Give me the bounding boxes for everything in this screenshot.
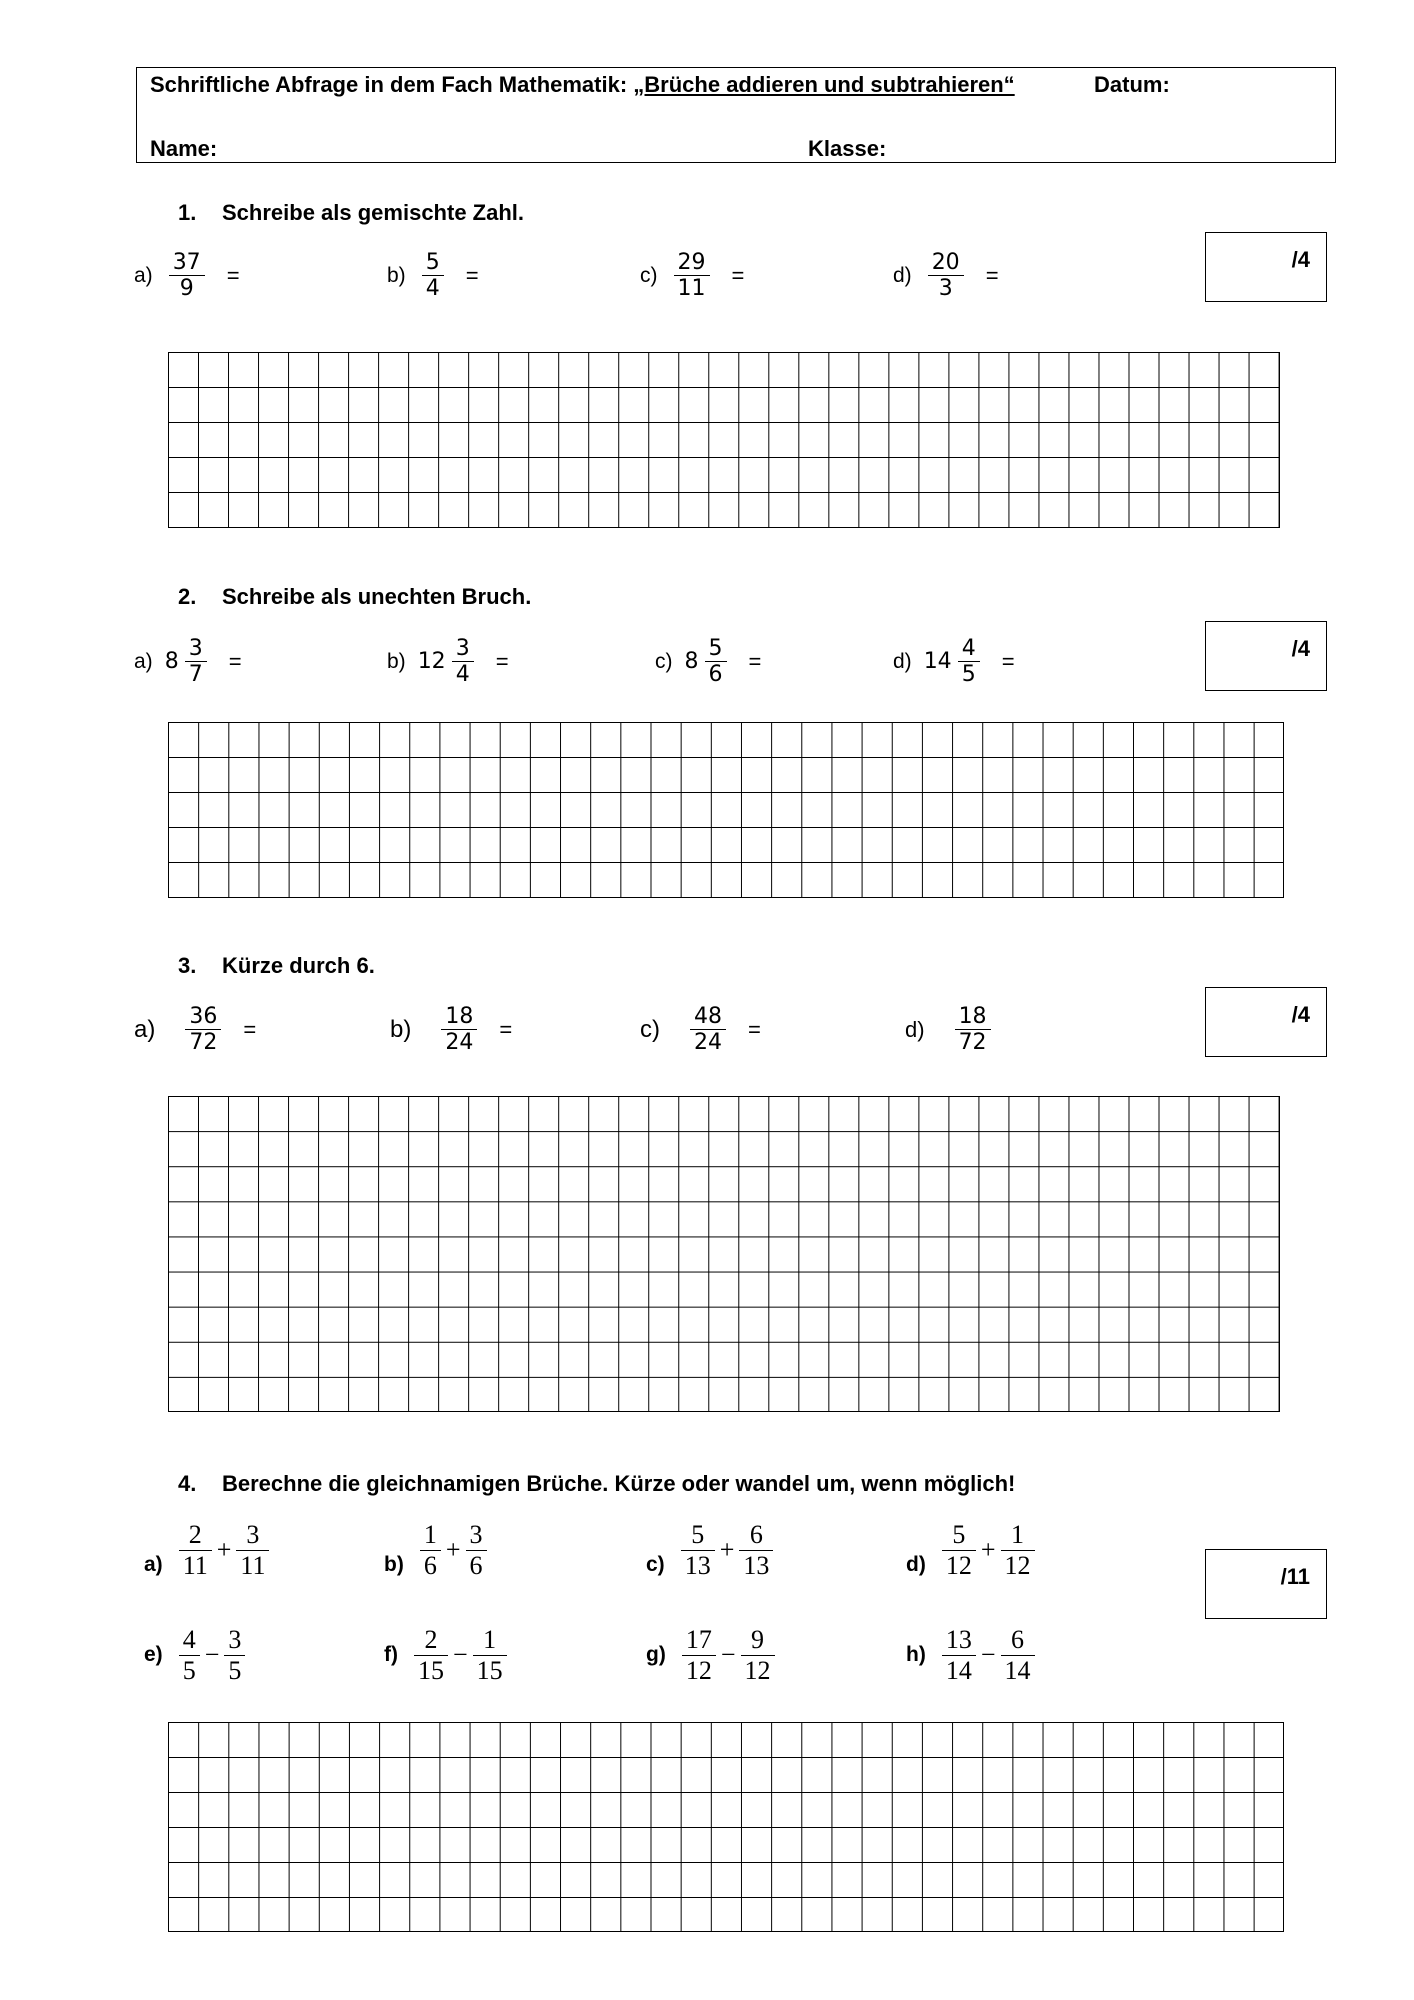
fraction: $\frac{1}{12}$ — [1001, 1520, 1035, 1581]
fraction: $\frac{29}{11}$ — [674, 250, 710, 302]
title-topic: „Brüche addieren und subtrahieren“ — [633, 72, 1015, 97]
task-1-item-b: b) $\frac{5}{4}$ = — [387, 250, 479, 302]
task-2-item-c: c) 8 $\frac{5}{6}$ = — [655, 636, 762, 688]
fraction: $\frac{3}{4}$ — [452, 636, 474, 688]
fraction: $\frac{1}{15}$ — [473, 1625, 507, 1686]
task-3-item-b: b) $\frac{18}{24}$ = — [390, 1004, 513, 1056]
fraction: $\frac{1}{6}$ — [420, 1520, 441, 1581]
task-3-item-a: a) $\frac{36}{72}$ = — [134, 1004, 257, 1056]
task-1-item-d: d) $\frac{20}{3}$ = — [893, 250, 999, 302]
fraction: $\frac{2}{11}$ — [179, 1520, 212, 1581]
fraction: $\frac{5}{4}$ — [422, 250, 444, 302]
header-title — [150, 72, 1015, 98]
task-2-item-a: a) 8 $\frac{3}{7}$ = — [134, 636, 242, 688]
task-3-item-d: d) $\frac{18}{72}$ — [905, 1004, 1013, 1056]
task-1-item-a: a) $\frac{37}{9}$ = — [134, 250, 240, 302]
task-4-score-box: /11 — [1205, 1549, 1327, 1619]
datum-label: Datum: — [1094, 72, 1170, 97]
task-1-title: 1. Schreibe als gemischte Zahl. — [178, 200, 525, 225]
task-3-score-box: /4 — [1205, 987, 1327, 1057]
fraction: $\frac{4}{5}$ — [958, 636, 980, 688]
fraction: $\frac{6}{14}$ — [1001, 1625, 1035, 1686]
task-4-item-a: a) $\frac{2}{11}$ + $\frac{3}{11}$ — [144, 1520, 273, 1581]
title-prefix: Schriftliche Abfrage in dem Fach Mathematik: — [150, 72, 634, 97]
fraction: $\frac{18}{24}$ — [441, 1004, 477, 1056]
fraction: $\frac{5}{6}$ — [705, 636, 727, 688]
fraction: $\frac{5}{13}$ — [681, 1520, 715, 1581]
fraction: $\frac{6}{13}$ — [739, 1520, 773, 1581]
task-2-item-b: b) 12 $\frac{3}{4}$ = — [387, 636, 509, 688]
task-2-score-box: /4 — [1205, 621, 1327, 691]
fraction: $\frac{36}{72}$ — [185, 1004, 221, 1056]
task-4-item-g: g) $\frac{17}{12}$ − $\frac{9}{12}$ — [646, 1625, 779, 1686]
fraction: $\frac{3}{7}$ — [185, 636, 207, 688]
task-4-answer-grid[interactable] — [168, 1722, 1284, 1932]
task-2-item-d: d) 14 $\frac{4}{5}$ = — [893, 636, 1015, 688]
task-4-title: 4. Berechne die gleichnamigen Brüche. Kürze oder wandel um, wenn möglich! — [178, 1471, 1016, 1496]
task-4-item-e: e) $\frac{4}{5}$ − $\frac{3}{5}$ — [144, 1625, 249, 1686]
task-4-item-d: d) $\frac{5}{12}$ + $\frac{1}{12}$ — [906, 1520, 1039, 1581]
task-4-item-f: f) $\frac{2}{15}$ − $\frac{1}{15}$ — [384, 1625, 511, 1686]
task-1-item-c: c) $\frac{29}{11}$ = — [640, 250, 745, 302]
fraction: $\frac{3}{6}$ — [466, 1520, 487, 1581]
fraction: $\frac{4}{5}$ — [179, 1625, 200, 1686]
task-3-title: 3. Kürze durch 6. — [178, 953, 375, 978]
fraction: $\frac{3}{11}$ — [236, 1520, 269, 1581]
fraction: $\frac{18}{72}$ — [955, 1004, 991, 1056]
task-1-answer-grid[interactable] — [168, 352, 1280, 528]
fraction: $\frac{3}{5}$ — [224, 1625, 245, 1686]
task-2-title: 2. Schreibe als unechten Bruch. — [178, 584, 532, 609]
klasse-label: Klasse: — [808, 136, 887, 161]
task-4-item-c: c) $\frac{5}{13}$ + $\frac{6}{13}$ — [646, 1520, 777, 1581]
fraction: $\frac{13}{14}$ — [942, 1625, 976, 1686]
fraction: $\frac{20}{3}$ — [928, 250, 964, 302]
task-4-item-b: b) $\frac{1}{6}$ + $\frac{3}{6}$ — [384, 1520, 491, 1581]
task-4-item-h: h) $\frac{13}{14}$ − $\frac{6}{14}$ — [906, 1625, 1039, 1686]
fraction: $\frac{5}{12}$ — [942, 1520, 976, 1581]
fraction: $\frac{48}{24}$ — [690, 1004, 726, 1056]
fraction: $\frac{2}{15}$ — [414, 1625, 448, 1686]
task-1-score-box: /4 — [1205, 232, 1327, 302]
fraction: $\frac{17}{12}$ — [682, 1625, 716, 1686]
name-label: Name: — [150, 136, 218, 161]
fraction: $\frac{9}{12}$ — [741, 1625, 775, 1686]
task-3-answer-grid[interactable] — [168, 1096, 1280, 1412]
fraction: $\frac{37}{9}$ — [169, 250, 205, 302]
task-2-answer-grid[interactable] — [168, 722, 1284, 898]
task-3-item-c: c) $\frac{48}{24}$ = — [640, 1004, 761, 1056]
